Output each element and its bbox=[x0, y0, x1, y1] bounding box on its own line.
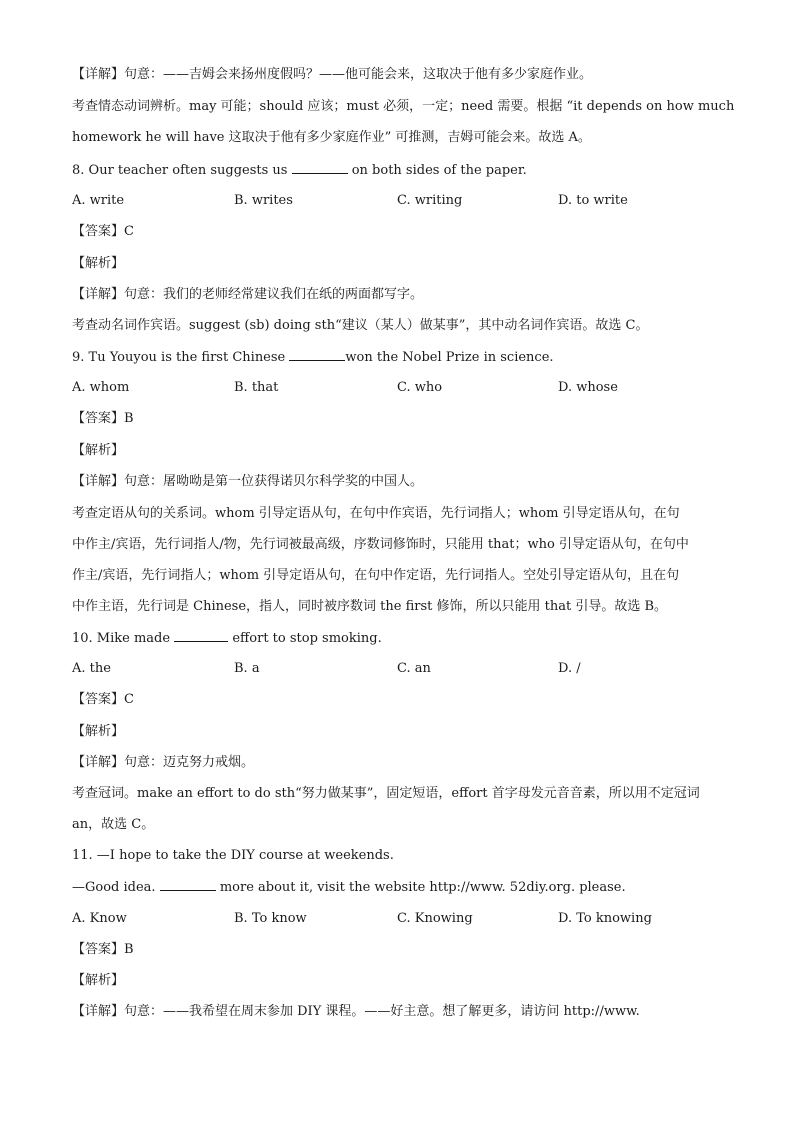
answer-blank bbox=[289, 348, 345, 361]
analysis-label: 【解析】 bbox=[72, 256, 125, 271]
answer-label: 【答案】C bbox=[72, 692, 134, 707]
option-c: C. Knowing bbox=[397, 911, 473, 926]
option-b: B. that bbox=[234, 380, 279, 395]
analysis-label: 【解析】 bbox=[72, 724, 125, 739]
stem-text: 9. Tu Youyou is the first Chinese bbox=[72, 350, 290, 365]
option-c: C. who bbox=[397, 380, 443, 395]
explanation-line: 【详解】句意：——吉姆会来扬州度假吗？——他可能会来，这取决于他有多少家庭作业。 bbox=[72, 67, 593, 82]
detail-line: 考查定语从句的关系词。whom 引导定语从句，在句中作宾语，先行词指人；whom 引导定语从句，在句 bbox=[72, 506, 680, 521]
answer-blank bbox=[160, 878, 216, 891]
answer-label: 【答案】B bbox=[72, 411, 134, 426]
option-a: A. the bbox=[72, 661, 111, 676]
option-a: A. write bbox=[72, 193, 125, 208]
option-c: C. an bbox=[397, 661, 431, 676]
stem-text: effort to stop smoking. bbox=[228, 631, 382, 646]
option-d: D. / bbox=[558, 661, 581, 676]
answer-blank bbox=[174, 629, 228, 642]
question-stem bbox=[72, 629, 382, 648]
option-d: D. whose bbox=[558, 380, 618, 395]
explanation-line: homework he will have 这取决于他有多少家庭作业” 可推测，吉姆可能会来。故选 A。 bbox=[72, 130, 591, 145]
question-stem: 11. —I hope to take the DIY course at weekends. bbox=[72, 848, 394, 863]
detail-line: 中作主/宾语，先行词指人/物，先行词被最高级，序数词修饰时，只能用 that；who 引导定语从句，在句中 bbox=[72, 537, 689, 552]
stem-text: 8. Our teacher often suggests us bbox=[72, 163, 292, 178]
option-d: D. to write bbox=[558, 193, 628, 208]
answer-blank bbox=[292, 161, 348, 174]
detail-line: 考查动名词作宾语。suggest (sb) doing sth“建议（某人）做某事”，其中动名词作宾语。故选 C。 bbox=[72, 318, 649, 333]
detail-line: 【详解】句意：屠呦呦是第一位获得诺贝尔科学奖的中国人。 bbox=[72, 474, 424, 489]
question-stem bbox=[72, 161, 527, 180]
detail-line: 考查冠词。make an effort to do sth“努力做某事”，固定短语，effort 首字母发元音音素，所以用不定冠词 bbox=[72, 786, 700, 801]
question-stem bbox=[72, 878, 626, 897]
stem-text: won the Nobel Prize in science. bbox=[345, 350, 554, 365]
answer-label: 【答案】C bbox=[72, 224, 134, 239]
stem-text: —Good idea. bbox=[72, 880, 160, 895]
detail-line: 【详解】句意：我们的老师经常建议我们在纸的两面都写字。 bbox=[72, 287, 424, 302]
analysis-label: 【解析】 bbox=[72, 973, 125, 988]
analysis-label: 【解析】 bbox=[72, 443, 125, 458]
detail-line: 【详解】句意：——我希望在周末参加 DIY 课程。——好主意。想了解更多，请访问 http://www. bbox=[72, 1004, 640, 1019]
option-b: B. writes bbox=[234, 193, 293, 208]
option-a: A. whom bbox=[72, 380, 130, 395]
answer-label: 【答案】B bbox=[72, 942, 134, 957]
question-stem bbox=[72, 348, 554, 367]
detail-line: 中作主语，先行词是 Chinese，指人，同时被序数词 the first 修饰，所以只能用 that 引导。故选 B。 bbox=[72, 599, 668, 614]
detail-line: an，故选 C。 bbox=[72, 817, 155, 832]
explanation-line: 考查情态动词辨析。may 可能；should 应该；must 必须，一定；need 需要。根据 “it depends on how much bbox=[72, 99, 735, 114]
option-b: B. To know bbox=[234, 911, 307, 926]
stem-text: 10. Mike made bbox=[72, 631, 175, 646]
option-a: A. Know bbox=[72, 911, 127, 926]
option-c: C. writing bbox=[397, 193, 463, 208]
stem-text: more about it, visit the website http://www. 52diy.org. please. bbox=[215, 880, 626, 895]
detail-line: 作主/宾语，先行词指人；whom 引导定语从句，在句中作定语，先行词指人。空处引导定语从句，且在句 bbox=[72, 568, 680, 583]
option-b: B. a bbox=[234, 661, 260, 676]
detail-line: 【详解】句意：迈克努力戒烟。 bbox=[72, 755, 255, 770]
stem-text: on both sides of the paper. bbox=[347, 163, 527, 178]
option-d: D. To knowing bbox=[558, 911, 652, 926]
